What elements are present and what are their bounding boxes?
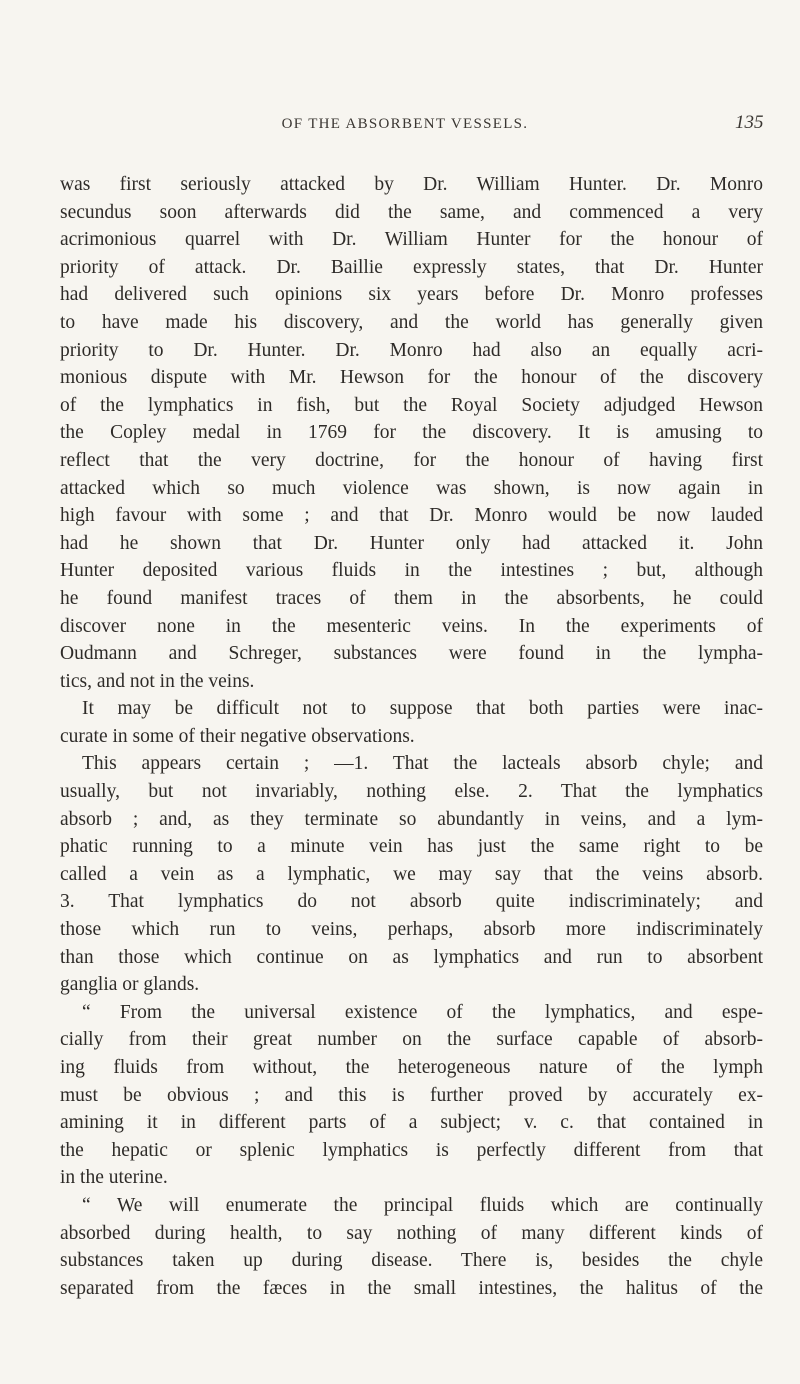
- text-line: the hepatic or splenic lymphatics is perfectly different from that: [60, 1139, 763, 1161]
- text-line: tics, and not in the veins.: [60, 670, 255, 692]
- text-line: had he shown that Dr. Hunter only had attacked it. John: [60, 532, 763, 554]
- text-line: had delivered such opinions six years before Dr. Monro professes: [60, 284, 763, 306]
- text-line: the Copley medal in 1769 for the discovery. It is amusing to: [60, 422, 763, 444]
- text-line: those which run to veins, perhaps, absorb more indiscriminately: [60, 919, 763, 941]
- text-line: absorb ; and, as they terminate so abundantly in veins, and a lym-: [60, 808, 763, 830]
- text-line: separated from the fæces in the small intestines, the halitus of the: [60, 1277, 763, 1299]
- text-line: attacked which so much violence was shown, is now again in: [60, 477, 763, 499]
- text-line: absorbed during health, to say nothing of many different kinds of: [60, 1222, 763, 1244]
- text-line: It may be difficult not to suppose that both parties were inac-: [82, 698, 763, 720]
- text-line: he found manifest traces of them in the absorbents, he could: [60, 587, 763, 609]
- text-line: was first seriously attacked by Dr. William Hunter. Dr. Monro: [60, 174, 763, 195]
- text-line: cially from their great number on the surface capable of absorb-: [60, 1029, 763, 1051]
- running-head: OF THE ABSORBENT VESSELS.: [281, 116, 529, 132]
- text-line: Oudmann and Schreger, substances were found in the lympha-: [60, 643, 763, 665]
- text-line: acrimonious quarrel with Dr. William Hunter for the honour of: [60, 229, 763, 251]
- text-line: than those which continue on as lymphatics and run to absorbent: [60, 946, 763, 968]
- text-line: “ From the universal existence of the lymphatics, and espe-: [82, 1001, 763, 1023]
- text-line: amining it in different parts of a subject; v. c. that contained in: [60, 1112, 763, 1134]
- text-line: called a vein as a lymphatic, we may say that the veins absorb.: [60, 863, 763, 885]
- text-line: must be obvious ; and this is further proved by accurately ex-: [60, 1084, 763, 1106]
- page-number: 135: [735, 112, 764, 133]
- text-line: 3. That lymphatics do not absorb quite indiscriminately; and: [60, 891, 763, 913]
- text-line: ganglia or glands.: [60, 974, 200, 996]
- body-text: [60, 171, 763, 1302]
- text-line: secundus soon afterwards did the same, and commenced a very: [60, 201, 763, 223]
- text-line: in the uterine.: [60, 1167, 168, 1189]
- text-line: ing fluids from without, the heterogeneous nature of the lymph: [60, 1057, 763, 1078]
- text-line: Hunter deposited various fluids in the intestines ; but, although: [60, 560, 763, 582]
- text-line: phatic running to a minute vein has just the same right to be: [60, 836, 763, 858]
- text-line: of the lymphatics in fish, but the Royal Society adjudged Hewson: [60, 394, 763, 416]
- text-line: curate in some of their negative observations.: [60, 725, 415, 747]
- text-line: high favour with some ; and that Dr. Monro would be now lauded: [60, 505, 763, 527]
- text-line: usually, but not invariably, nothing else. 2. That the lymphatics: [60, 781, 763, 803]
- text-line: priority to Dr. Hunter. Dr. Monro had also an equally acri-: [60, 339, 763, 361]
- text-line: priority of attack. Dr. Baillie expressly states, that Dr. Hunter: [60, 256, 763, 278]
- text-line: substances taken up during disease. There is, besides the chyle: [60, 1250, 763, 1272]
- text-line: reflect that the very doctrine, for the honour of having first: [60, 449, 763, 471]
- text-line: “ We will enumerate the principal fluids which are continually: [82, 1194, 763, 1216]
- text-line: discover none in the mesenteric veins. In the experiments of: [60, 615, 763, 637]
- text-line: monious dispute with Mr. Hewson for the honour of the discovery: [60, 367, 763, 389]
- text-line: This appears certain ; —1. That the lacteals absorb chyle; and: [82, 753, 763, 775]
- text-line: to have made his discovery, and the world has generally given: [60, 311, 763, 333]
